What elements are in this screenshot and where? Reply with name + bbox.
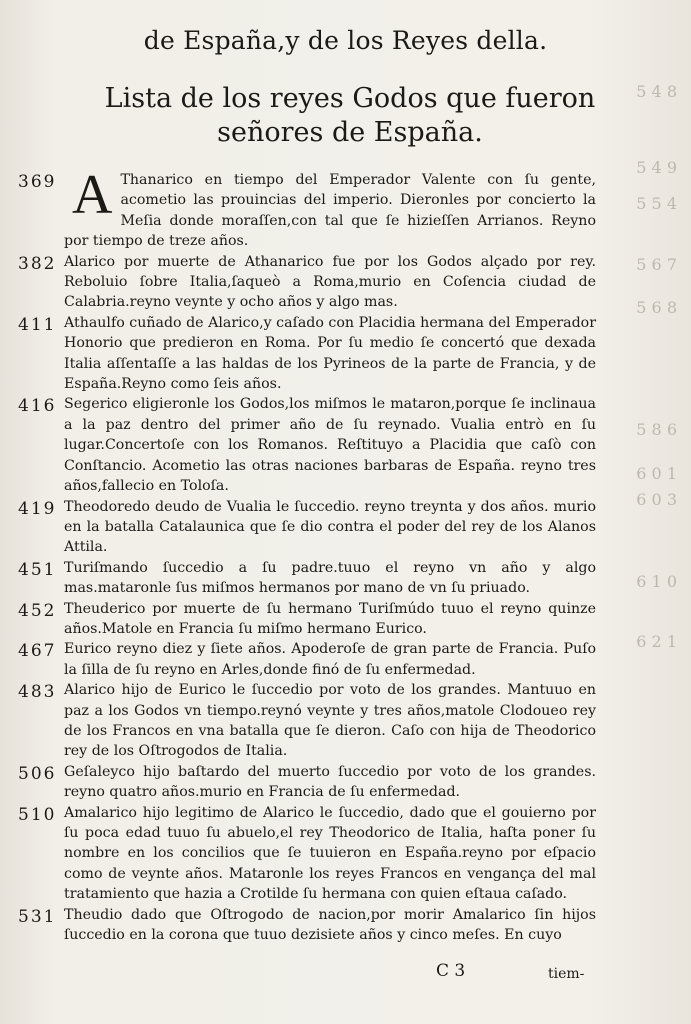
- catchword: tiem-: [548, 966, 585, 982]
- entry-body: Thanarico en tiempo del Emperador Valente con ſu gente, acometio las prouincias del imperio. Dieronles por concierto la Meſia donde moraſſen,con tal que ſe hizieſſen Arrianos. Reyno por tiempo de treze años.: [64, 172, 596, 250]
- signature-mark: C 3: [436, 961, 466, 981]
- entry-text: Athaulfo cuñado de Alarico,y caſado con Placidia hermana del Emperador Honorio que predieron en Roma. Por ſu medio ſe concertó que dexada Italia aſſentaſſe a las haldas de los Pyrineos de la parte de Francia, y de España.Reyno como ſeis años.: [64, 314, 596, 393]
- bleed-number: 5 6 7: [636, 255, 677, 274]
- list-item: [0, 394, 691, 496]
- entry-text: Eurico reyno diez y ſiete años. Apoderoſe de gran parte de Francia. Puſo la ſilla de ſu reyno en Arles,donde finó de ſu enfermedad.: [64, 641, 596, 678]
- entry-year: 369: [18, 172, 57, 192]
- entry-year: 531: [18, 906, 57, 927]
- entry-text: Turiſmando ſuccedio a ſu padre.tuuo el reyno vn año y algo mas.mataronle ſus miſmos hermanos por mano de vn ſu priuado.: [64, 559, 596, 597]
- list-item: [0, 905, 691, 946]
- bleed-number: 5 4 8: [636, 82, 677, 101]
- list-item: [0, 558, 691, 599]
- list-item: [0, 313, 691, 395]
- bleed-number: 5 6 8: [636, 298, 677, 317]
- list-item: [0, 252, 691, 313]
- entry-text: [64, 164, 596, 252]
- entry-text: Alarico por muerte de Athanarico fue por los Godos alçado por rey. Reboluio ſobre Italia,ſaqueò a Roma,murio en Coſencia ciudad de Calabria.reyno veynte y ocho años y algo mas.: [64, 253, 596, 311]
- entry-year: 467: [18, 641, 57, 662]
- entry-text: Geſaleyco hijo baſtardo del muerto ſuccedio por voto de los grandes. reyno quatro años.murio en Francia de ſu enfermedad.: [64, 763, 596, 801]
- list-item: [0, 680, 691, 762]
- bleed-number: 6 0 3: [636, 490, 677, 509]
- list-item: [0, 639, 691, 680]
- bleed-number: 6 0 1: [636, 464, 677, 483]
- bleed-number: 5 4 9: [636, 158, 677, 177]
- entry-text: Theudio dado que Oſtrogodo de nacion,por morir Amalarico ſin hijos ſuccedio en la corona que tuuo dezisiete años y cinco meſes. En cuyo: [64, 906, 596, 944]
- entry-year: 506: [18, 763, 57, 784]
- bleed-number: 6 1 0: [636, 572, 677, 591]
- list-item: [0, 599, 691, 640]
- entry-year: 411: [18, 314, 57, 335]
- entry-year: 510: [18, 804, 57, 825]
- entry-text: Theuderico por muerte de ſu hermano Turiſmúdo tuuo el reyno quinze años.Matole en Francia ſu miſmo hermano Eurico.: [64, 600, 596, 637]
- entry-year: 382: [18, 253, 57, 274]
- entry-text: Alarico hijo de Eurico le ſuccedio por voto de los grandes. Mantuuo en paz a los Godos vn tiempo.reynó veynte y tres años,matole Clodoueo rey de los Francos en vna batalla que ſe dieron. Caſo con hija de Theodorico rey de los Oſtrogodos de Italia.: [64, 682, 596, 760]
- entry-year: 451: [18, 559, 57, 580]
- entry-text: Segerico eligieronle los Godos,los miſmos le mataron,porque ſe inclinaua a la paz dentro del primer año de ſu reynado. Vualia entrò en ſu lugar.Concertoſe con los Romanos. Reſtituyo a Placidia que caſò con Conſtancio. Acometio las otras naciones barbaras de España. reyno tres años,fallecio en Toloſa.: [64, 396, 596, 495]
- entry-text: Theodoredo deudo de Vualia le ſuccedio. reyno treynta y dos años. murio en la batalla Catalaunica que ſe dio contra el poder del rey de los Alanos Attila.: [64, 498, 596, 556]
- drop-cap: A: [72, 164, 113, 226]
- bleed-number: 6 2 1: [636, 632, 677, 651]
- list-item: [0, 803, 691, 905]
- list-item: [0, 762, 691, 803]
- entry-year: 483: [18, 682, 57, 703]
- bleed-number: 5 8 6: [636, 420, 677, 439]
- entry-year: 452: [18, 600, 57, 621]
- running-head: de España,y de los Reyes della.: [143, 26, 548, 55]
- list-item: [0, 497, 691, 558]
- entry-text: Amalarico hijo legitimo de Alarico le ſuccedio, dado que el gouierno por ſu poca edad tuuo ſu abuelo,el rey Theodorico de Italia, haſta poner ſu nombre en los concilios que ſe tuuieron en España.reyno por eſpacio como de veynte años. Mataronle los reyes Francos en vengança del mal tratamiento que hazia a Crotilde ſu hermana con quien eſtaua caſado.: [64, 804, 596, 903]
- entry-year: 419: [18, 498, 57, 519]
- entry-year: 416: [18, 396, 57, 417]
- page-title: Lista de los reyes Godos que fueron señores de España.: [104, 83, 596, 148]
- bleed-number: 5 5 4: [636, 194, 677, 213]
